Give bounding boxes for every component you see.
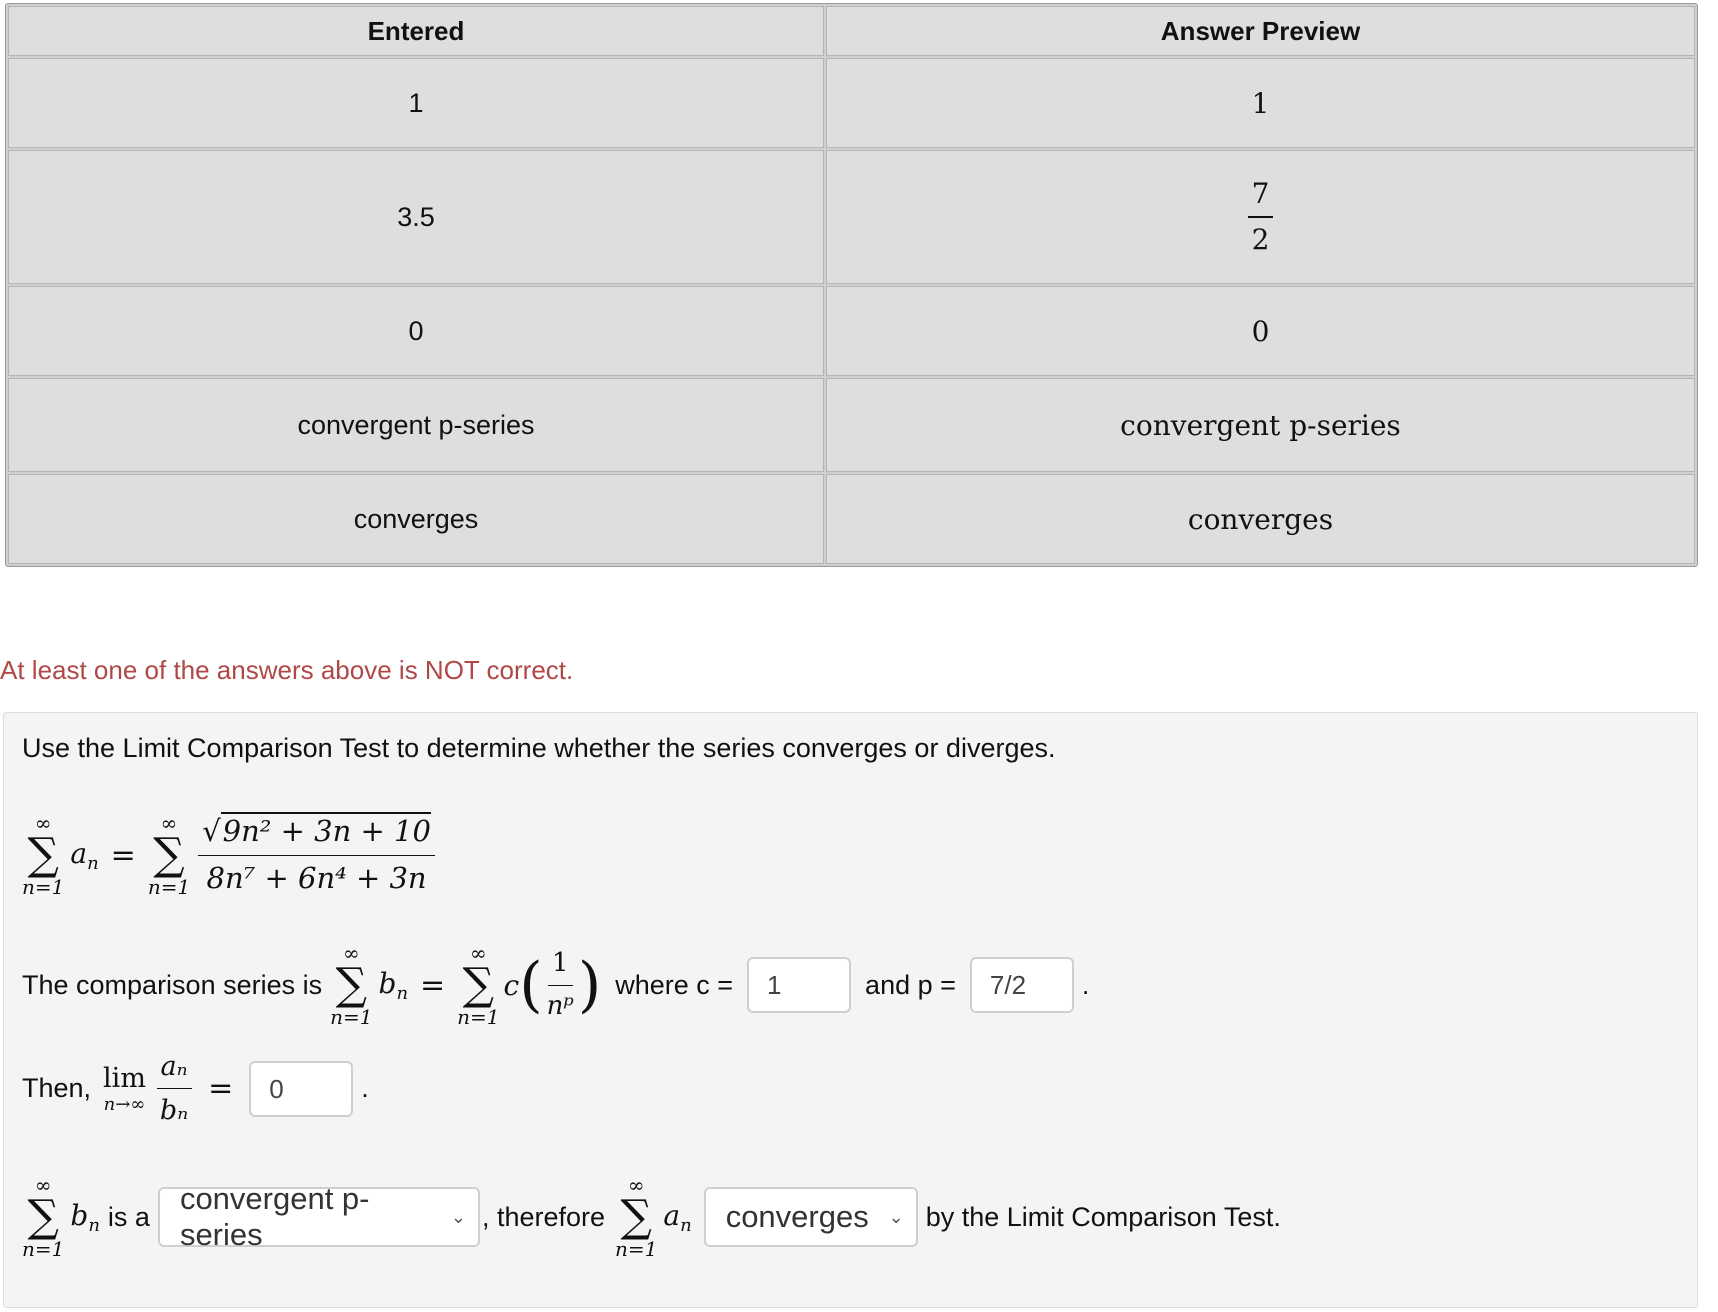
- chevron-down-icon: ⌄: [450, 1206, 466, 1227]
- ratio-numerator: aₙ: [157, 1051, 192, 1089]
- one-over-np: [543, 949, 578, 1022]
- comparison-line: [22, 943, 1089, 1027]
- equals-sign: =: [208, 1071, 234, 1107]
- sum-symbol: [615, 1175, 657, 1259]
- fraction-numerator: 7: [1248, 178, 1274, 218]
- sum-lower: n=1: [22, 875, 65, 899]
- lim-text: lim: [103, 1062, 146, 1094]
- term-b-sub: n: [88, 1214, 100, 1236]
- term-b-sub: n: [396, 982, 409, 1004]
- results-header-row: [8, 6, 1695, 56]
- is-a-text: is a: [107, 1201, 150, 1232]
- therefore-text: , therefore: [481, 1201, 606, 1232]
- instruction-text: Use the Limit Comparison Test to determine whether the series converges or diverges.: [22, 733, 1056, 763]
- sigma-glyph: ∑: [27, 829, 59, 880]
- entered-cell: 0: [8, 286, 824, 376]
- preview-cell: convergent p-series: [826, 378, 1695, 472]
- sum-upper: ∞: [160, 811, 178, 835]
- sigma-glyph: ∑: [335, 959, 368, 1010]
- lim-subscript: n→∞: [103, 1093, 146, 1115]
- series-denominator: 8n⁷ + 6n⁴ + 3n: [206, 860, 427, 895]
- limit-line: [22, 1051, 369, 1126]
- period: .: [361, 1073, 369, 1104]
- entered-cell: convergent p-series: [8, 378, 824, 472]
- sum-upper: ∞: [342, 941, 360, 965]
- sum-lower: n=1: [457, 1005, 500, 1029]
- limit-prefix: Then,: [22, 1073, 92, 1104]
- term-a: [70, 837, 98, 874]
- term-b: [70, 1199, 100, 1236]
- lim-operator: [103, 1063, 146, 1115]
- term-a: [663, 1199, 691, 1236]
- n-power-p: nᵖ: [546, 990, 574, 1021]
- sigma-glyph: ∑: [620, 1191, 652, 1242]
- ratio-fraction: [156, 1051, 192, 1126]
- sum-upper: ∞: [34, 1173, 52, 1197]
- feedback-message: At least one of the answers above is NOT correct.: [0, 655, 574, 685]
- entered-cell: 1: [8, 58, 824, 148]
- table-row: [8, 474, 1695, 564]
- period: .: [1081, 969, 1090, 1000]
- sum-upper: ∞: [470, 941, 487, 965]
- series-definition: [22, 813, 435, 897]
- preview-cell: 1: [826, 58, 1695, 148]
- series-numerator: √9n² + 3n + 10: [198, 815, 435, 855]
- ratio-denominator: bₙ: [159, 1095, 189, 1127]
- term-a-sub: n: [680, 1214, 692, 1236]
- term-b: [379, 967, 409, 1004]
- fraction-denominator: 2: [1251, 223, 1270, 256]
- sum-symbol: [148, 813, 190, 897]
- where-c-label: where c =: [615, 969, 734, 1000]
- right-paren: ): [577, 950, 602, 1020]
- sum-symbol: [457, 943, 499, 1027]
- entered-cell: converges: [8, 474, 824, 564]
- series-fraction: [198, 815, 435, 895]
- series-type-select[interactable]: [158, 1181, 480, 1252]
- sigma-glyph: ∑: [462, 959, 495, 1010]
- header-answer-preview: Answer Preview: [826, 6, 1695, 56]
- c-answer-input[interactable]: 1: [747, 957, 851, 1013]
- equals-sign: =: [110, 837, 136, 873]
- sigma-glyph: ∑: [153, 829, 185, 880]
- term-b-letter: b: [378, 966, 397, 1000]
- sum-upper: ∞: [34, 811, 52, 835]
- table-row: [8, 286, 1695, 376]
- preview-cell: [826, 150, 1695, 284]
- series-type-selected: convergent p-series: [179, 1181, 370, 1252]
- chevron-down-icon: ⌄: [888, 1206, 904, 1227]
- sum-upper: ∞: [627, 1173, 645, 1197]
- preview-fraction: [1248, 178, 1274, 256]
- limit-answer-input[interactable]: 0: [249, 1061, 353, 1117]
- sum-lower: n=1: [147, 875, 191, 899]
- coef-c: c: [503, 968, 520, 1002]
- preview-cell: converges: [826, 474, 1695, 564]
- preview-cell: 0: [826, 286, 1695, 376]
- results-table: [5, 3, 1698, 567]
- sum-symbol: [22, 1175, 64, 1259]
- term-b-letter: b: [70, 1198, 89, 1232]
- term-a-letter: a: [663, 1198, 681, 1232]
- and-p-label: and p =: [865, 969, 956, 1000]
- problem-panel: [3, 712, 1698, 1308]
- p-answer-input[interactable]: 7/2: [970, 957, 1074, 1013]
- conclusion-line: [22, 1175, 1281, 1259]
- term-a-sub: n: [87, 852, 99, 874]
- table-row: [8, 378, 1695, 472]
- sum-symbol: [330, 943, 372, 1027]
- result-selected: converges: [725, 1199, 869, 1234]
- conclusion-suffix: by the Limit Comparison Test.: [925, 1201, 1281, 1232]
- sum-symbol: [22, 813, 64, 897]
- sum-lower: n=1: [615, 1237, 658, 1261]
- radicand: 9n² + 3n + 10: [222, 814, 431, 849]
- result-select[interactable]: [704, 1187, 918, 1247]
- left-paren: (: [519, 950, 543, 1020]
- entered-cell: 3.5: [8, 150, 824, 284]
- header-entered: Entered: [8, 6, 824, 56]
- sum-lower: n=1: [22, 1237, 65, 1261]
- sigma-glyph: ∑: [27, 1191, 59, 1242]
- sum-lower: n=1: [330, 1005, 373, 1029]
- comparison-prefix: The comparison series is: [22, 969, 323, 1000]
- one: 1: [548, 949, 573, 986]
- table-row: [8, 58, 1695, 148]
- equals-sign: =: [420, 967, 446, 1003]
- term-a-letter: a: [70, 836, 88, 870]
- table-row: [8, 150, 1695, 284]
